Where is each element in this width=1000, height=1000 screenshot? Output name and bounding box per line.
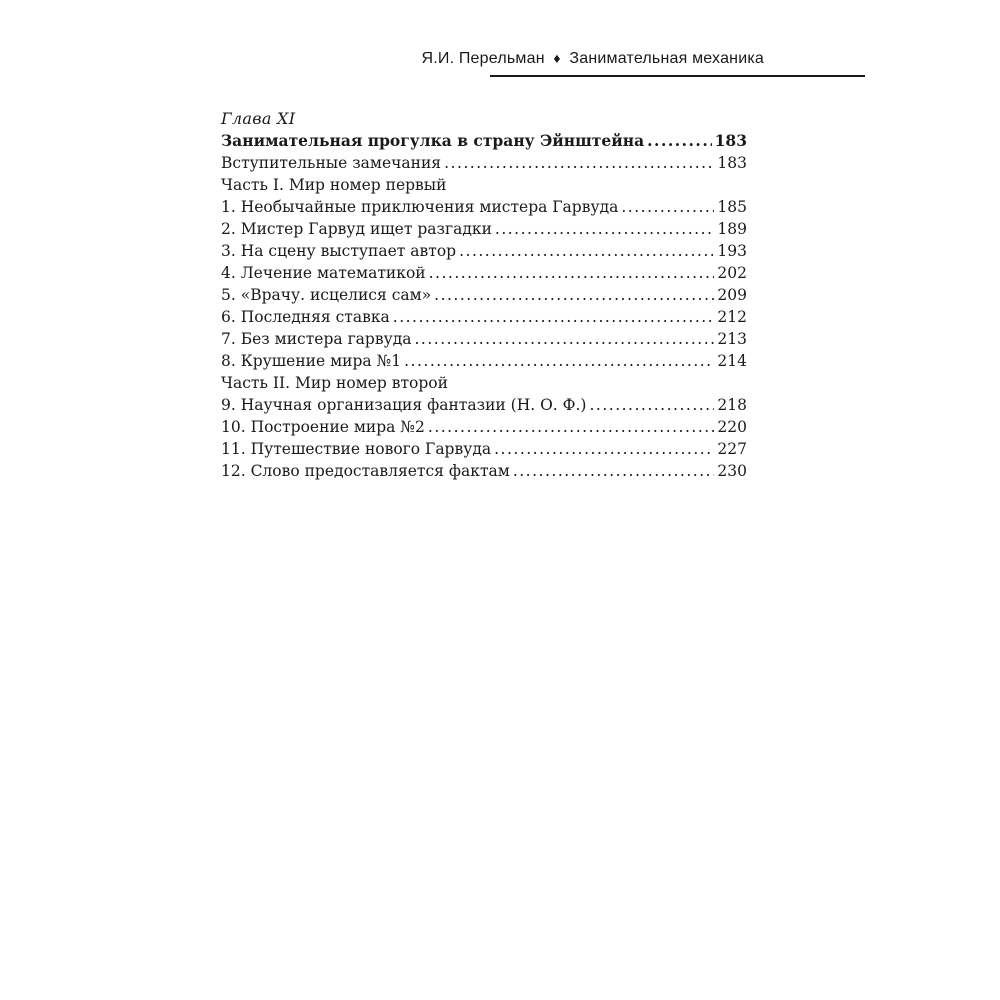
toc-entry-page: 230	[717, 462, 747, 480]
toc-entry-title: 4. Лечение математикой	[221, 264, 426, 282]
toc-entry-page: 209	[717, 286, 747, 304]
chapter-label: Глава XI	[221, 109, 296, 128]
header-rule	[490, 75, 865, 77]
dot-leader	[621, 196, 714, 218]
toc-entry-title: 7. Без мистера гарвуда	[221, 330, 412, 348]
toc-entry-title: 8. Крушение мира №1	[221, 352, 402, 370]
dot-leader	[444, 152, 714, 174]
running-head	[330, 46, 764, 71]
toc-entry-page: 193	[717, 242, 747, 260]
toc-entry-page: 218	[717, 396, 747, 414]
toc-entry	[221, 460, 747, 482]
toc-entry-title: 10. Построение мира №2	[221, 418, 425, 436]
running-head-book-title: Занимательная механика	[569, 50, 764, 67]
toc-entry	[221, 394, 747, 416]
toc-entry-title: Занимательная прогулка в страну Эйнштейна	[221, 131, 645, 150]
toc-entry-page: 220	[717, 418, 747, 436]
toc-entry-title: 6. Последняя ставка	[221, 308, 390, 326]
dot-leader	[495, 218, 715, 240]
dot-leader	[647, 130, 711, 152]
toc-entry-page: 213	[717, 330, 747, 348]
toc-entry-page: 214	[717, 352, 747, 370]
toc-entry	[221, 262, 747, 284]
toc-entry	[221, 284, 747, 306]
part-heading: Часть II. Мир номер второй	[221, 374, 448, 392]
dot-leader	[429, 262, 715, 284]
dot-leader	[459, 240, 714, 262]
toc-entry	[221, 218, 747, 240]
toc-entry-title: 11. Путешествие нового Гарвуда	[221, 440, 492, 458]
toc-entry-title: 2. Мистер Гарвуд ищет разгадки	[221, 220, 492, 238]
toc-chapter-title	[221, 130, 747, 152]
toc-entry-title: 12. Слово предоставляется фактам	[221, 462, 510, 480]
toc-entry-title: 9. Научная организация фантазии (Н. О. Ф.)	[221, 396, 587, 414]
dot-leader	[494, 438, 714, 460]
toc-entry-page: 183	[714, 131, 747, 150]
dot-leader	[589, 394, 714, 416]
dot-leader	[393, 306, 715, 328]
dot-leader	[404, 350, 714, 372]
toc-entry-page: 185	[717, 198, 747, 216]
toc-entry-page: 212	[717, 308, 747, 326]
table-of-contents	[221, 108, 747, 482]
toc-intro	[221, 152, 747, 174]
toc-entry-title: Вступительные замечания	[221, 154, 442, 172]
dot-leader	[428, 416, 715, 438]
toc-entry-page: 189	[717, 220, 747, 238]
toc-entry	[221, 306, 747, 328]
toc-entry-title: 5. «Врачу. исцелися сам»	[221, 286, 432, 304]
toc-entry-title: 1. Необычайные приключения мистера Гарвуда	[221, 198, 619, 216]
dot-leader	[434, 284, 714, 306]
toc-entry	[221, 438, 747, 460]
toc-entry-page: 202	[717, 264, 747, 282]
toc-entry	[221, 416, 747, 438]
diamond-icon: ♦	[553, 50, 561, 66]
toc-entry	[221, 240, 747, 262]
dot-leader	[414, 328, 714, 350]
toc-entry	[221, 328, 747, 350]
toc-entry-page: 227	[717, 440, 747, 458]
toc-entry-page: 183	[717, 154, 747, 172]
dot-leader	[513, 460, 715, 482]
toc-entry-title: 3. На сцену выступает автор	[221, 242, 457, 260]
toc-entry	[221, 196, 747, 218]
toc-entry	[221, 350, 747, 372]
part-heading: Часть I. Мир номер первый	[221, 176, 447, 194]
running-head-author: Я.И. Перельман	[421, 50, 545, 67]
